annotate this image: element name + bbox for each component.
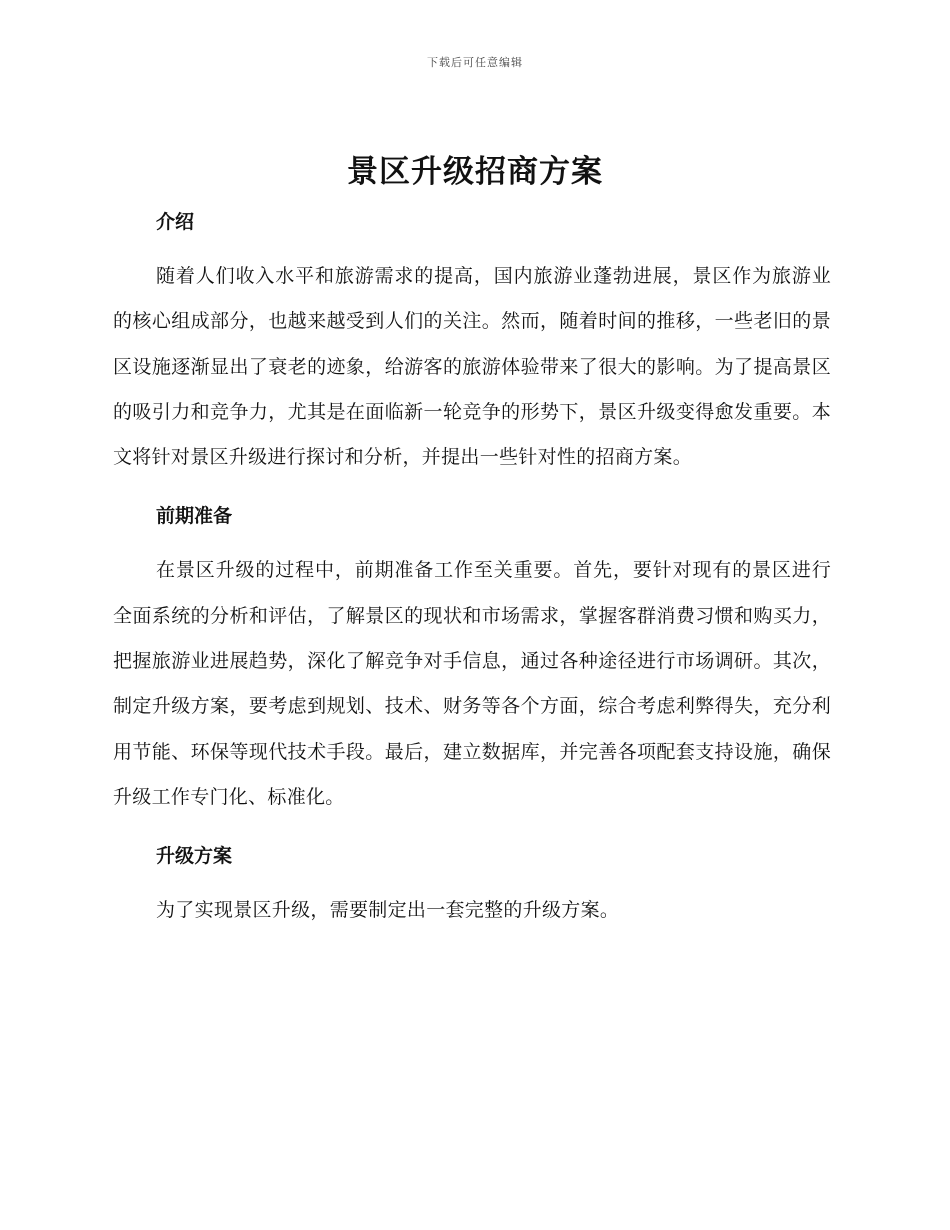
section-paragraph: 随着人们收入水平和旅游需求的提高，国内旅游业蓬勃进展，景区作为旅游业的核心组成部分，也越来越受到人们的关注。然而，随着时间的推移，一些老旧的景区设施逐渐显出了衰老的迹象，给游客的旅游体验带来了很大的影响。为了提高景区的吸引力和竞争力，尤其是在面临新一轮竞争的形势下，景区升级变得愈发重要。本文将针对景区升级进行探讨和分析，并提出一些针对性的招商方案。 xyxy=(113,265,831,469)
section-paragraph: 在景区升级的过程中，前期准备工作至关重要。首先，要针对现有的景区进行全面系统的分析和评估，了解景区的现状和市场需求，掌握客群消费习惯和购买力，把握旅游业进展趋势，深化了解竞争对手信息，通过各种途径进行市场调研。其次，制定升级方案，要考虑到规划、技术、财务等各个方面，综合考虑利弊得失，充分利用节能、环保等现代技术手段。最后，建立数据库，并完善各项配套支持设施，确保升级工作专门化、标准化。 xyxy=(113,559,831,808)
section-preparation xyxy=(113,496,831,820)
document-title: 景区升级招商方案 xyxy=(347,154,603,190)
section-heading: 介绍 xyxy=(156,211,195,233)
section-paragraph: 为了实现景区升级，需要制定出一套完整的升级方案。 xyxy=(156,899,620,922)
section-heading: 前期准备 xyxy=(156,505,233,528)
document-body xyxy=(113,202,831,950)
page-header-note: 下载后可任意编辑 xyxy=(427,56,523,69)
section-introduction xyxy=(113,202,831,480)
section-heading: 升级方案 xyxy=(156,845,233,868)
section-upgrade-plan xyxy=(113,836,831,933)
